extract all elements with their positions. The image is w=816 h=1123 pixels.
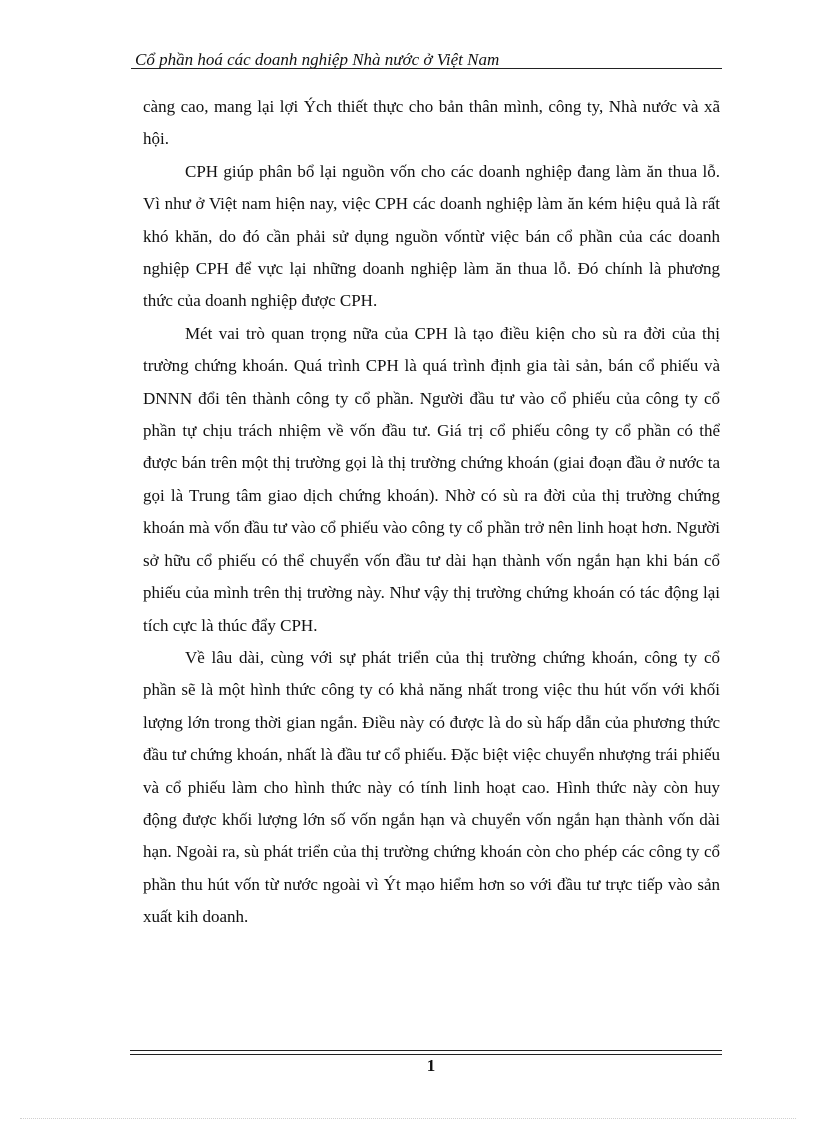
paragraph-4: Về lâu dài, cùng với sự phát triển của thị trường chứng khoán, công ty cổ phần sẽ là một hình thức công ty có khả năng nhất trong việc thu hút vốn với khối lượng lớn trong thời gian ngắn. Điều này có được là do sù hấp dẫn của phương thức đầu tư chứng khoán, nhất là đầu tư cổ phiếu. Đặc biệt việc chuyển nhượng trái phiếu và cổ phiếu làm cho hình thức này có tính linh hoạt cao. Hình thức này còn huy động được khối lượng lớn số vốn ngắn hạn và chuyển vốn ngắn hạn thành vốn dài hạn. Ngoài ra, sù phát triển của thị trường chứng khoán còn cho phép các công ty cổ phần thu hút vốn từ nước ngoài vì Ýt mạo hiểm hơn so với đầu tư trực tiếp vào sản xuất kih doanh. bbox=[143, 647, 720, 927]
footer-rule-top bbox=[130, 1050, 722, 1051]
paragraph-1: càng cao, mang lại lợi Ých thiết thực cho bản thân mình, công ty, Nhà nước và xã hội. bbox=[143, 97, 720, 149]
running-header-title: Cổ phần hoá các doanh nghiệp Nhà nước ở Việt Nam bbox=[135, 50, 500, 69]
footer-rule-bottom bbox=[130, 1054, 722, 1055]
paragraph-2: CPH giúp phân bổ lại nguồn vốn cho các doanh nghiệp đang làm ăn thua lỗ. Vì như ở Việt nam hiện nay, việc CPH các doanh nghiệp làm ăn kém hiệu quả là rất khó khăn, do đó cần phải sử dụng nguồn vốntừ việc bán cổ phần của các doanh nghiệp CPH để vực lại những doanh nghiệp làm ăn thua lỗ. Đó chính là phương thức của doanh nghiệp được CPH. bbox=[143, 161, 720, 311]
paragraph-3: Mét vai trò quan trọng nữa của CPH là tạo điều kiện cho sù ra đời của thị trường chứng khoán. Quá trình CPH là quá trình định gia tài sản, bán cổ phiếu và DNNN đổi tên thành công ty cổ phần. Người đầu tư vào cổ phiếu của công ty cổ phần tự chịu trách nhiệm về vốn đầu tư. Giá trị cổ phiếu công ty cổ phần có thể được bán trên một thị trường gọi là thị trường chứng khoán (giai đoạn đầu ở nước ta gọi là Trung tâm giao dịch chứng khoán). Nhờ có sù ra đời của thị trường chứng khoán mà vốn đầu tư vào cổ phiếu vào công ty cổ phần trở nên linh hoạt hơn. Người sở hữu cổ phiếu có thể chuyển vốn đầu tư dài hạn thành vốn ngắn hạn khi bán cổ phiếu của mình trên thị trường này. Như vậy thị trường chứng khoán có tác động lại tích cực là thúc đẩy CPH. bbox=[143, 323, 720, 635]
page-number: 1 bbox=[426, 1056, 436, 1075]
header-rule bbox=[131, 68, 722, 69]
body-text bbox=[143, 91, 720, 934]
page-bottom-divider bbox=[20, 1118, 796, 1119]
